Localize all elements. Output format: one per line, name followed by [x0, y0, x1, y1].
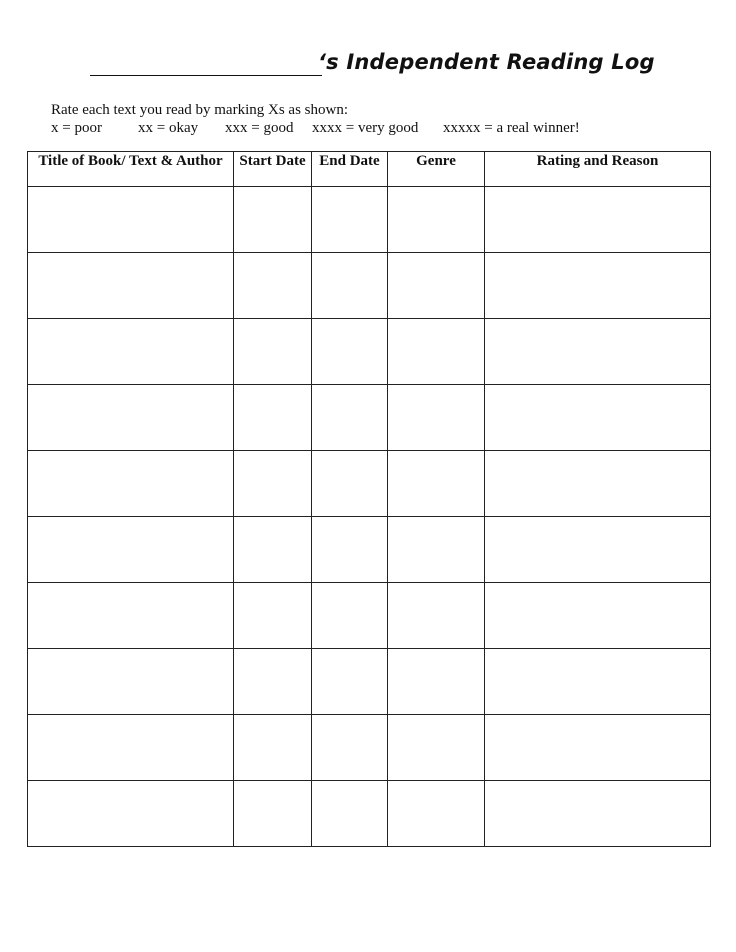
- table-row: [28, 451, 711, 517]
- end-date-cell[interactable]: [312, 385, 388, 451]
- title-author-cell[interactable]: [28, 451, 234, 517]
- genre-cell[interactable]: [388, 649, 485, 715]
- scale-poor: x = poor: [51, 120, 102, 136]
- title-author-cell[interactable]: [28, 187, 234, 253]
- end-date-cell[interactable]: [312, 781, 388, 847]
- table-row: [28, 319, 711, 385]
- header-row: [28, 152, 711, 187]
- genre-cell[interactable]: [388, 583, 485, 649]
- table-row: [28, 187, 711, 253]
- rating-scale: [51, 119, 580, 137]
- scale-real-winner: xxxxx = a real winner!: [443, 120, 580, 136]
- rating-reason-cell[interactable]: [485, 319, 711, 385]
- genre-cell[interactable]: [388, 385, 485, 451]
- end-date-cell[interactable]: [312, 583, 388, 649]
- column-header-title-author: Title of Book/ Text & Author: [28, 152, 234, 187]
- log-body: [28, 187, 711, 847]
- title-author-cell[interactable]: [28, 517, 234, 583]
- table-row: [28, 517, 711, 583]
- title-author-cell[interactable]: [28, 319, 234, 385]
- start-date-cell[interactable]: [234, 649, 312, 715]
- title-author-cell[interactable]: [28, 649, 234, 715]
- rating-reason-cell[interactable]: [485, 385, 711, 451]
- title-author-cell[interactable]: [28, 781, 234, 847]
- table-row: [28, 649, 711, 715]
- title-author-cell[interactable]: [28, 253, 234, 319]
- start-date-cell[interactable]: [234, 715, 312, 781]
- end-date-cell[interactable]: [312, 451, 388, 517]
- student-name-blank[interactable]: [90, 75, 322, 76]
- rating-reason-cell[interactable]: [485, 451, 711, 517]
- start-date-cell[interactable]: [234, 451, 312, 517]
- genre-cell[interactable]: [388, 319, 485, 385]
- end-date-cell[interactable]: [312, 649, 388, 715]
- reading-log-table: [27, 151, 711, 847]
- end-date-cell[interactable]: [312, 517, 388, 583]
- end-date-cell[interactable]: [312, 715, 388, 781]
- table-row: [28, 715, 711, 781]
- start-date-cell[interactable]: [234, 517, 312, 583]
- title-author-cell[interactable]: [28, 385, 234, 451]
- instructions-line: Rate each text you read by marking Xs as shown:: [51, 102, 349, 118]
- table-row: [28, 781, 711, 847]
- rating-instructions: [51, 101, 580, 137]
- column-header-end-date: End Date: [312, 152, 388, 187]
- genre-cell[interactable]: [388, 781, 485, 847]
- start-date-cell[interactable]: [234, 781, 312, 847]
- genre-cell[interactable]: [388, 187, 485, 253]
- table-row: [28, 385, 711, 451]
- genre-cell[interactable]: [388, 253, 485, 319]
- end-date-cell[interactable]: [312, 187, 388, 253]
- title-row: [90, 50, 690, 80]
- start-date-cell[interactable]: [234, 319, 312, 385]
- column-header-rating-reason: Rating and Reason: [485, 152, 711, 187]
- rating-reason-cell[interactable]: [485, 253, 711, 319]
- start-date-cell[interactable]: [234, 583, 312, 649]
- rating-reason-cell[interactable]: [485, 583, 711, 649]
- table-row: [28, 583, 711, 649]
- title-author-cell[interactable]: [28, 583, 234, 649]
- scale-very-good: xxxx = very good: [312, 120, 419, 136]
- table-row: [28, 253, 711, 319]
- rating-reason-cell[interactable]: [485, 649, 711, 715]
- genre-cell[interactable]: [388, 715, 485, 781]
- end-date-cell[interactable]: [312, 253, 388, 319]
- start-date-cell[interactable]: [234, 385, 312, 451]
- genre-cell[interactable]: [388, 451, 485, 517]
- page-title: ‘s Independent Reading Log: [318, 50, 655, 74]
- start-date-cell[interactable]: [234, 187, 312, 253]
- rating-reason-cell[interactable]: [485, 187, 711, 253]
- end-date-cell[interactable]: [312, 319, 388, 385]
- rating-reason-cell[interactable]: [485, 517, 711, 583]
- rating-reason-cell[interactable]: [485, 715, 711, 781]
- scale-good: xxx = good: [225, 120, 294, 136]
- scale-okay: xx = okay: [138, 120, 199, 136]
- rating-reason-cell[interactable]: [485, 781, 711, 847]
- title-author-cell[interactable]: [28, 715, 234, 781]
- column-header-genre: Genre: [388, 152, 485, 187]
- column-header-start-date: Start Date: [234, 152, 312, 187]
- start-date-cell[interactable]: [234, 253, 312, 319]
- genre-cell[interactable]: [388, 517, 485, 583]
